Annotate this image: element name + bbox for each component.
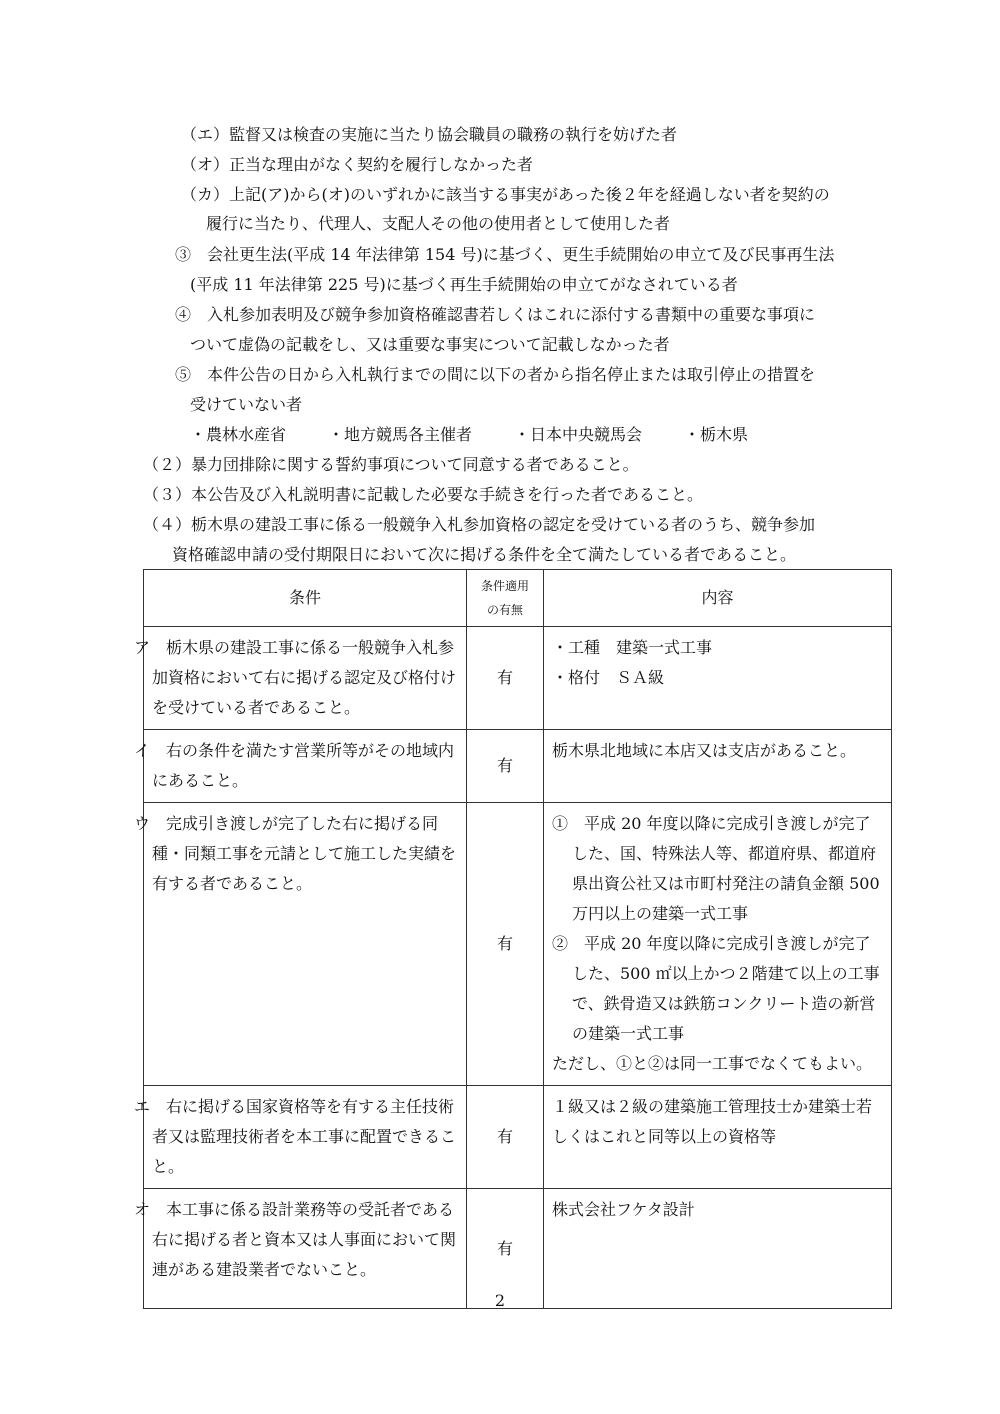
table-row [144,1086,892,1189]
content-line: ・工種 建築一式工事 [552,638,713,657]
clause-3-line2: (平成 11 年法律第 225 号)に基づく再生手続開始の申立てがなされている者 [190,275,738,294]
paragraph-4-line1: （４）栃木県の建設工事に係る一般競争入札参加資格の認定を受けている者のうち、競争参加 [143,515,816,534]
content-line: ただし、①と②は同一工事でなくてもよい。 [552,1054,873,1073]
header-content: 内容 [544,570,892,627]
clause-3-line1: ③ 会社更生法(平成 14 年法律第 154 号)に基づく、更生手続開始の申立て及び民事再生法 [175,245,835,264]
content-line: ① 平成 20 年度以降に完成引き渡しが完了した、国、特殊法人等、都道府県、都道府県出資公社又は市町村発注の請負金額 500 万円以上の建築一式工事 [552,814,880,923]
content-line: ② 平成 20 年度以降に完成引き渡しが完了した、500 ㎡以上かつ２階建て以上の工事で、鉄骨造又は鉄筋コンクリート造の新営の建築一式工事 [552,934,880,1043]
clause-5-line2: 受けていない者 [190,395,303,414]
table-header-row [144,570,892,627]
agency-item: ・農林水産省 [190,425,287,444]
table-row [144,627,892,730]
row-content [544,803,892,1086]
clause-e: （エ）監督又は検査の実施に当たり協会職員の職務の執行を妨げた者 [181,125,678,144]
agency-list [190,424,748,446]
row-condition: ウ 完成引き渡しが完了した右に掲げる同種・同類工事を元請として施工した実績を有する者であること。 [144,803,467,1086]
clause-5-line1: ⑤ 本件公告の日から入札執行までの間に以下の者から指名停止または取引停止の措置を [175,365,816,384]
header-condition: 条件 [144,570,467,627]
header-applicable-line2: の有無 [486,603,523,617]
paragraph-3: （３）本公告及び入札説明書に記載した必要な手続きを行った者であること。 [143,485,704,504]
agency-item: ・栃木県 [684,425,749,444]
clause-4-line2: ついて虚偽の記載をし、又は重要な事実について記載しなかった者 [190,335,670,354]
page-number: 2 [494,1291,506,1310]
row-condition: ア 栃木県の建設工事に係る一般競争入札参加資格において右に掲げる認定及び格付けを受けている者であること。 [144,627,467,730]
content-line: 株式会社フケタ設計 [552,1200,695,1219]
paragraph-2: （２）暴力団排除に関する誓約事項について同意する者であること。 [143,455,639,474]
row-content [544,627,892,730]
clause-4-line1: ④ 入札参加表明及び競争参加資格確認書若しくはこれに添付する書類中の重要な事項に [175,305,816,324]
conditions-table [134,569,892,1309]
agency-item: ・日本中央競馬会 [514,425,643,444]
row-applicable: 有 [467,803,544,1086]
row-applicable: 有 [467,1189,544,1309]
row-applicable: 有 [467,627,544,730]
row-condition: オ 本工事に係る設計業務等の受託者である右に掲げる者と資本又は人事面において関連がある建設業者でないこと。 [144,1189,467,1309]
agency-item: ・地方競馬各主催者 [328,425,473,444]
header-applicable-line1: 条件適用 [480,579,529,593]
row-condition: イ 右の条件を満たす営業所等がその地域内にあること。 [144,730,467,803]
row-applicable: 有 [467,730,544,803]
row-condition: エ 右に掲げる国家資格等を有する主任技術者又は監理技術者を本工事に配置できること。 [144,1086,467,1189]
clause-ka-line1: （カ）上記(ア)から(オ)のいずれかに該当する事実があった後２年を経過しない者を契約の [181,185,830,204]
content-line: 栃木県北地域に本店又は支店があること。 [552,741,857,760]
row-content [544,730,892,803]
clause-o: （オ）正当な理由がなく契約を履行しなかった者 [181,155,534,174]
table-row [144,730,892,803]
clause-ka-line2: 履行に当たり、代理人、支配人その他の使用者として使用した者 [206,214,671,233]
header-applicable [467,570,544,627]
paragraph-4-line2: 資格確認申請の受付期限日において次に掲げる条件を全て満たしている者であること。 [172,545,797,564]
row-content [544,1086,892,1189]
table-row [144,803,892,1086]
content-line: ・格付 ＳＡ級 [552,668,665,687]
content-line: １級又は２級の建築施工管理技士か建築士若しくはこれと同等以上の資格等 [552,1097,873,1146]
row-applicable: 有 [467,1086,544,1189]
